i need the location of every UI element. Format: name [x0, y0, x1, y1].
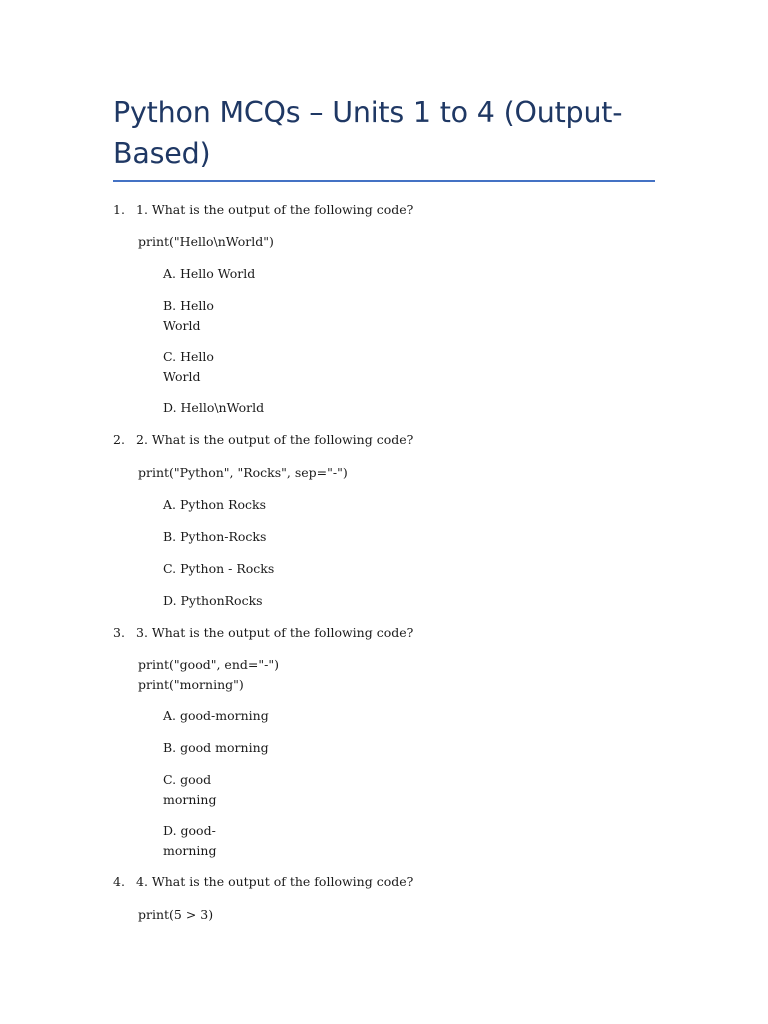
question-text: 4. What is the output of the following code?	[136, 874, 414, 889]
option-b: B. Hello World	[163, 298, 214, 333]
code-snippet: print("Python", "Rocks", sep="-")	[138, 465, 348, 480]
option-a: A. good-morning	[163, 708, 269, 723]
code-snippet: print("good", end="-") print("morning")	[138, 657, 279, 692]
option-a: A. Python Rocks	[163, 497, 266, 512]
page-title: Python MCQs – Units 1 to 4 (Output-Based)	[113, 96, 623, 170]
option-b: B. good morning	[163, 740, 269, 755]
option-c: C. Python - Rocks	[163, 561, 275, 576]
option-c: C. Hello World	[163, 349, 214, 384]
question-text: 2. What is the output of the following code?	[136, 432, 414, 447]
question-number: 3.	[113, 625, 125, 640]
title-underline	[113, 180, 655, 182]
option-b: B. Python-Rocks	[163, 529, 267, 544]
option-d: D. PythonRocks	[163, 593, 263, 608]
question-text: 3. What is the output of the following code?	[136, 625, 414, 640]
question-text: 1. What is the output of the following code?	[136, 202, 414, 217]
question-number: 2.	[113, 432, 125, 447]
option-a: A. Hello World	[163, 266, 256, 281]
option-c: C. good morning	[163, 772, 217, 807]
question-number: 1.	[113, 202, 125, 217]
option-d: D. good- morning	[163, 823, 217, 858]
option-d: D. Hello\nWorld	[163, 400, 265, 415]
question-number: 4.	[113, 874, 125, 889]
code-snippet: print(5 > 3)	[138, 907, 214, 922]
code-snippet: print("Hello\nWorld")	[138, 234, 274, 249]
